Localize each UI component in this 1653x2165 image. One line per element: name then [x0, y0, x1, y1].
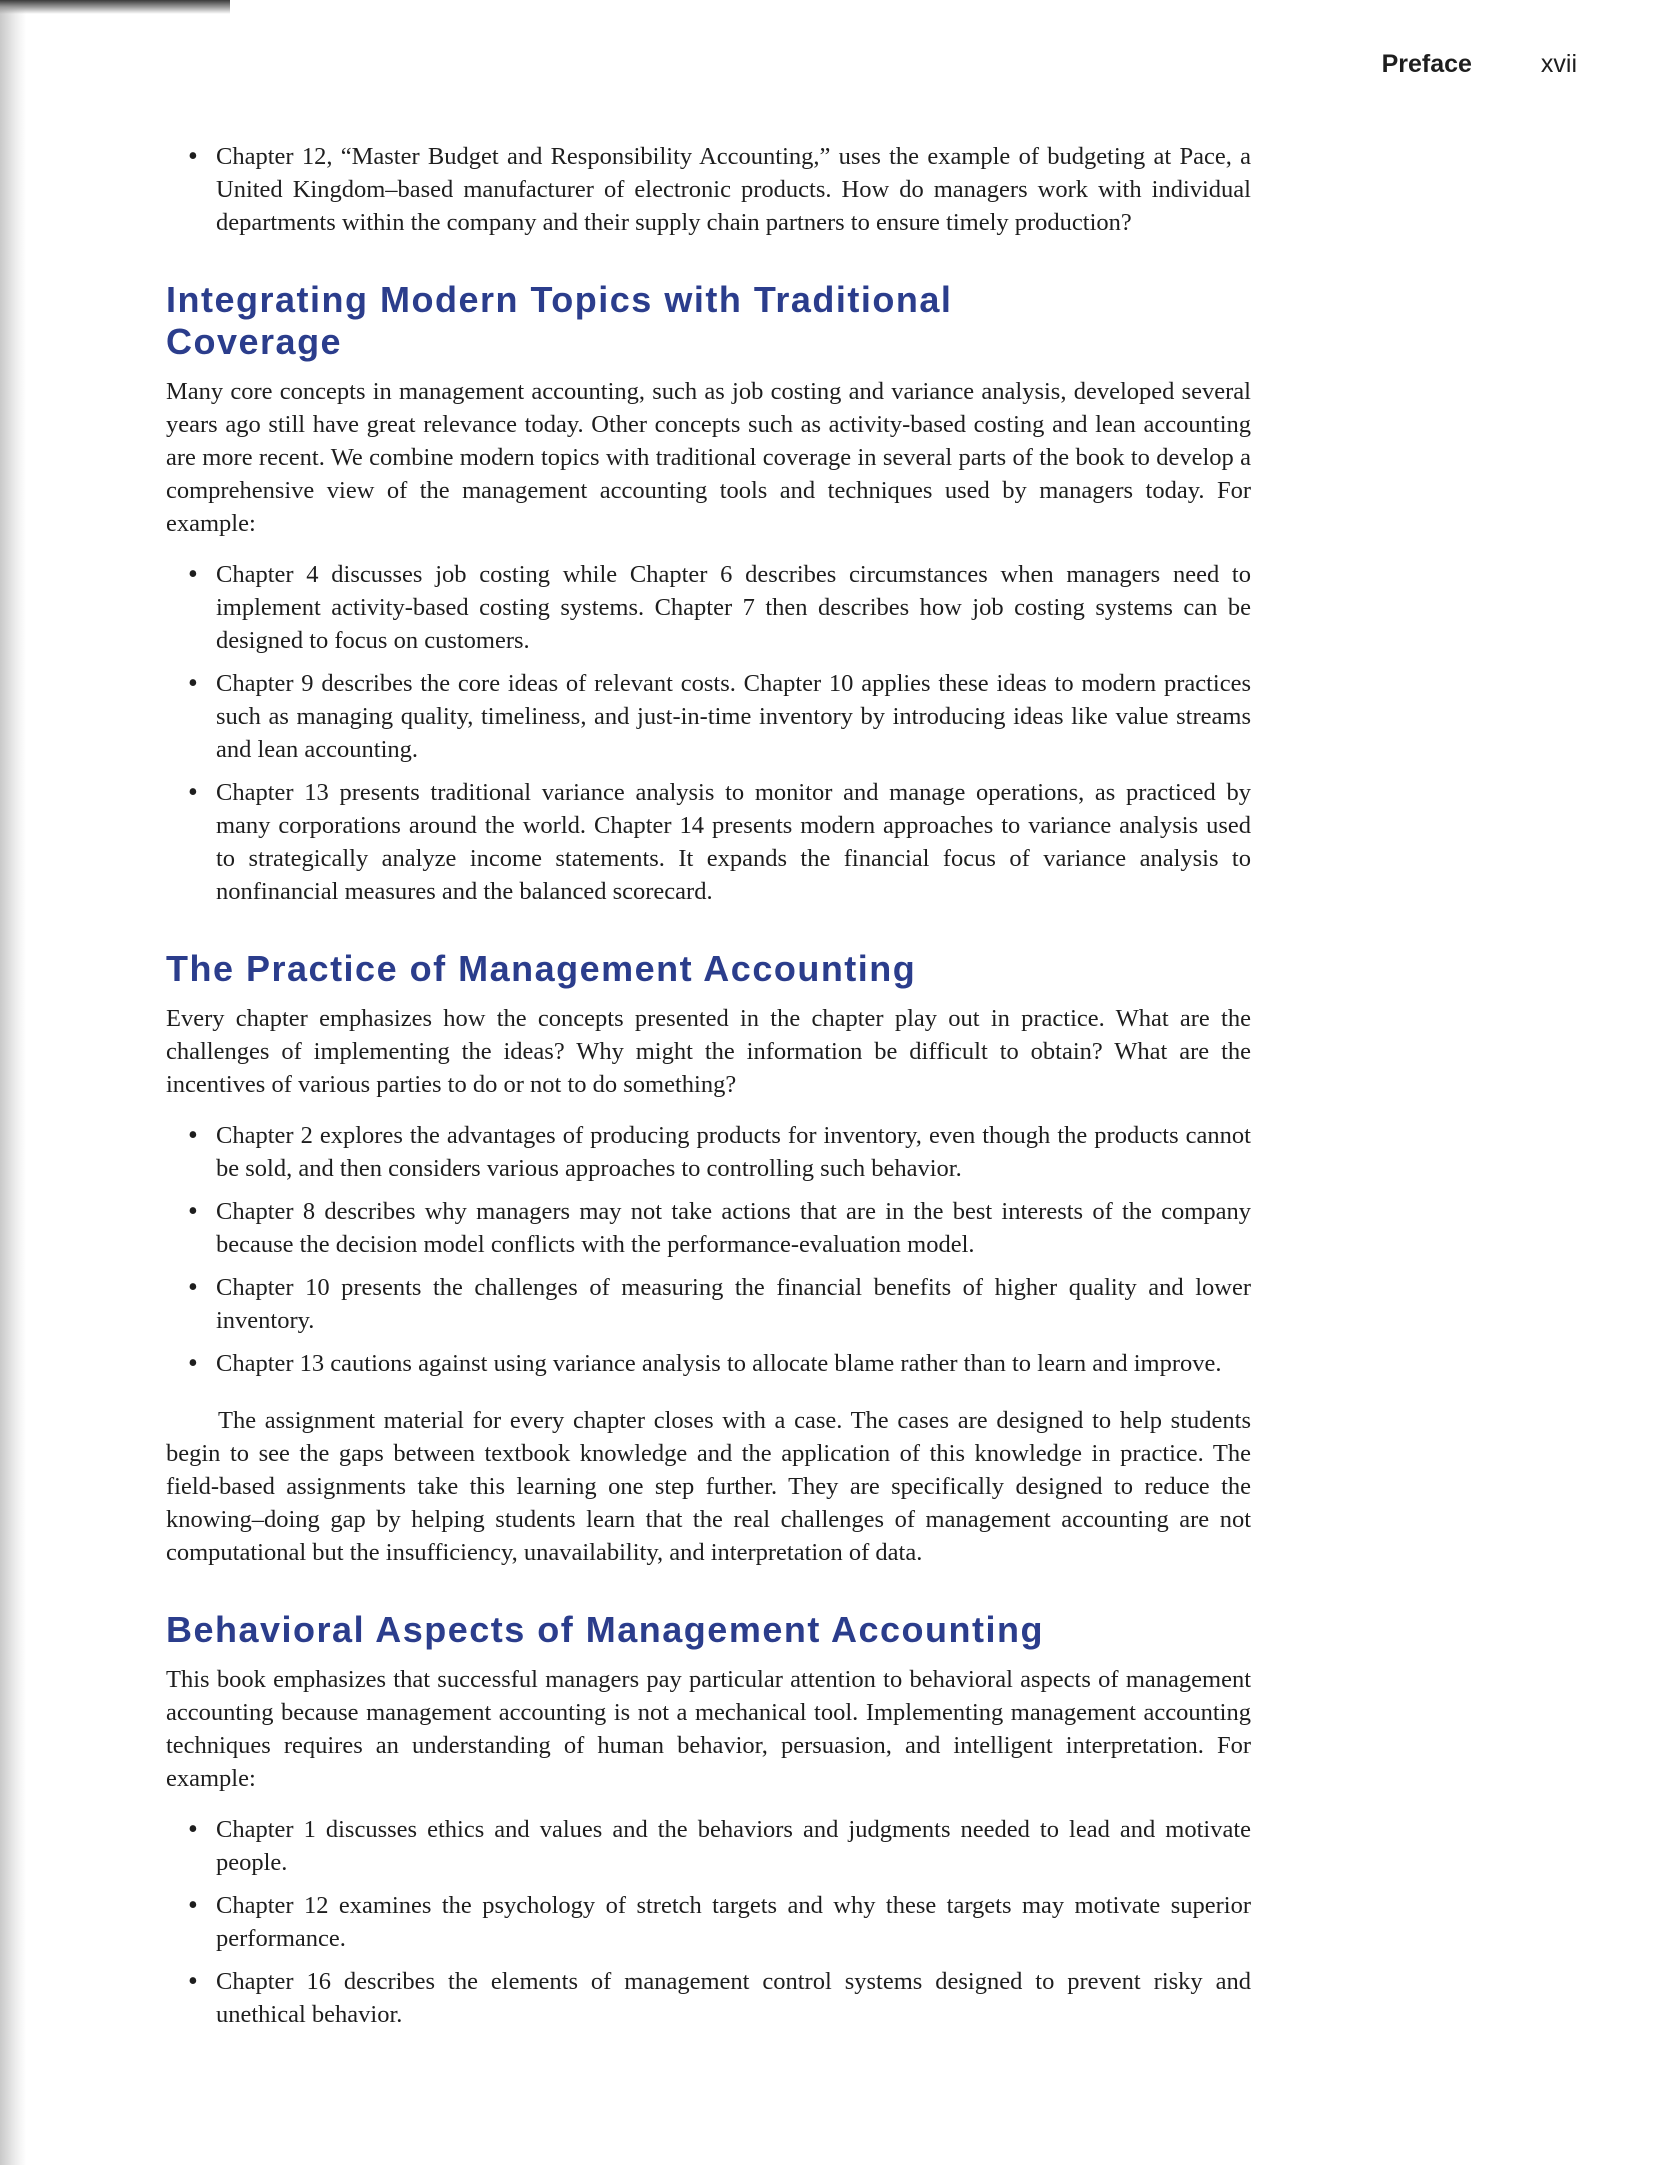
body-paragraph: Every chapter emphasizes how the concepts presented in the chapter play out in practice. What are the challenges of implementing the ideas? Why might the information be difficult to obtain? What are the incentives of various parties to do or not to do something?	[166, 1005, 1251, 1098]
running-head	[1382, 50, 1577, 79]
bullet-item: • Chapter 4 discusses job costing while Chapter 6 describes circumstances when managers need to implement activity-based costing systems. Chapter 7 then describes how job costing systems can be designed to focus on customers.	[166, 558, 1251, 657]
bullet-item: • Chapter 16 describes the elements of management control systems designed to prevent risky and unethical behavior.	[166, 1965, 1251, 2031]
bullet-list	[166, 1813, 1251, 2031]
bullet-item: • Chapter 12, “Master Budget and Responsibility Accounting,” uses the example of budgeting at Pace, a United Kingdom–based manufacturer of electronic products. How do managers work with individual departments within the company and their supply chain partners to ensure timely production?	[166, 140, 1251, 239]
section-heading: The Practice of Management Accounting	[166, 948, 917, 989]
bullet-item: • Chapter 8 describes why managers may not take actions that are in the best interests of the company because the decision model conflicts with the performance-evaluation model.	[166, 1195, 1251, 1261]
bullet-item: • Chapter 2 explores the advantages of producing products for inventory, even though the products cannot be sold, and then considers various approaches to controlling such behavior.	[166, 1119, 1251, 1185]
section-budget-example	[166, 140, 1251, 239]
running-head-title: Preface	[1381, 50, 1472, 78]
section-integrating-modern-topics	[166, 279, 1251, 908]
section-heading: Behavioral Aspects of Management Accounting	[166, 1609, 1044, 1650]
bullet-list	[166, 140, 1251, 239]
body-paragraph: This book emphasizes that successful managers pay particular attention to behavioral aspects of management accounting because management accounting is not a mechanical tool. Implementing management accounting techniques requires an understanding of human behavior, persuasion, and intelligent interpretation. For example:	[166, 1666, 1251, 1792]
bullet-item: • Chapter 10 presents the challenges of measuring the financial benefits of higher quality and lower inventory.	[166, 1271, 1251, 1337]
scan-shadow-edge	[0, 0, 26, 2165]
body-paragraph: The assignment material for every chapter closes with a case. The cases are designed to help students begin to see the gaps between textbook knowledge and the application of this knowledge in practice. The field-based assignments take this learning one step further. They are specifically designed to reduce the knowing–doing gap by helping students learn that the real challenges of management accounting are not computational but the insufficiency, unavailability, and interpretation of data.	[166, 1407, 1251, 1566]
bullet-item: • Chapter 9 describes the core ideas of relevant costs. Chapter 10 applies these ideas to modern practices such as managing quality, timeliness, and just-in-time inventory by introducing ideas like value streams and lean accounting.	[166, 667, 1251, 766]
body-paragraph: Many core concepts in management accounting, such as job costing and variance analysis, developed several years ago still have great relevance today. Other concepts such as activity-based costing and lean accounting are more recent. We combine modern topics with traditional coverage in several parts of the book to develop a comprehensive view of the management accounting tools and techniques used by managers today. For example:	[166, 378, 1251, 537]
bullet-item: • Chapter 12 examines the psychology of stretch targets and why these targets may motivate superior performance.	[166, 1889, 1251, 1955]
bullet-item: • Chapter 1 discusses ethics and values and the behaviors and judgments needed to lead and motivate people.	[166, 1813, 1251, 1879]
scan-shadow-top	[0, 0, 230, 14]
bullet-list	[166, 558, 1251, 908]
section-heading: Integrating Modern Topics with Traditional Coverage	[166, 279, 953, 362]
section-practice-of-management-accounting	[166, 948, 1251, 1569]
section-behavioral-aspects	[166, 1609, 1251, 2031]
bullet-list	[166, 1119, 1251, 1380]
page-number: xvii	[1540, 50, 1577, 78]
page-body	[166, 140, 1251, 2041]
bullet-item: • Chapter 13 cautions against using variance analysis to allocate blame rather than to learn and improve.	[166, 1347, 1251, 1380]
bullet-item: • Chapter 13 presents traditional variance analysis to monitor and manage operations, as practiced by many corporations around the world. Chapter 14 presents modern approaches to variance analysis used to strategically analyze income statements. It expands the financial focus of variance analysis to nonfinancial measures and the balanced scorecard.	[166, 776, 1251, 908]
